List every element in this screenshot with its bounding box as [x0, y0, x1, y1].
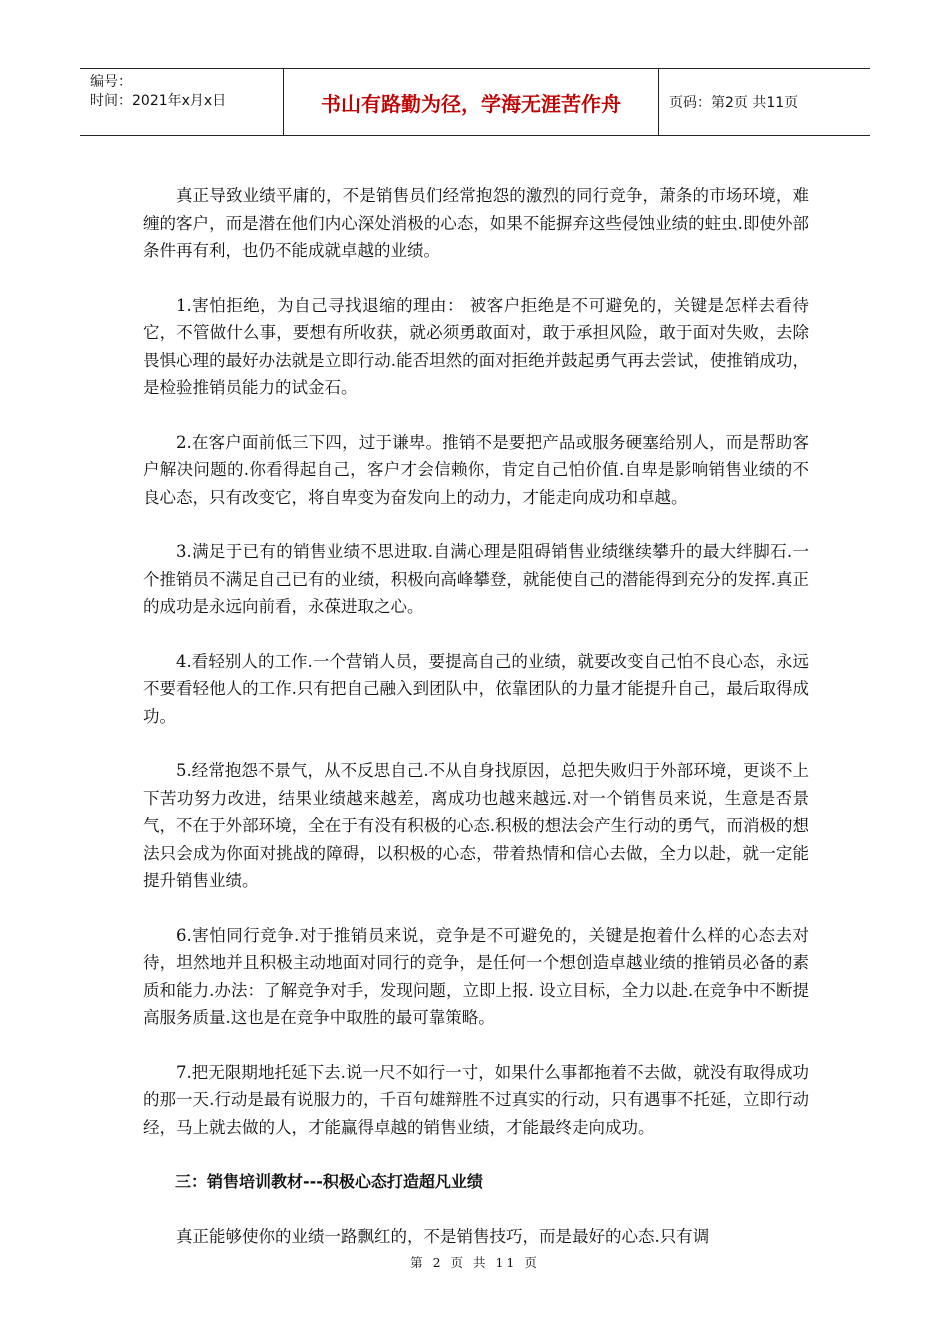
number-label: 编号： — [90, 74, 132, 90]
header-meta — [80, 69, 284, 135]
point-4-paragraph: 4.看轻别人的工作.一个营销人员，要提高自己的业绩，就要改变自己怕不良心态，永远不要看轻他人的工作.只有把自己融入到团队中，依靠团队的力量才能提升自己，最后取得成功。 — [143, 651, 809, 726]
point-2-paragraph: 2.在客户面前低三下四，过于谦卑。推销不是要把产品或服务硬塞给别人，而是帮助客户解决问题的.你看得起自己，客户才会信赖你，肯定自己怕价值.自卑是影响销售业绩的不良心态，只有改变它，将自卑变为奋发向上的动力，才能走向成功和卓越。 — [143, 432, 809, 507]
last-paragraph: 真正能够使你的业绩一路飘红的，不是销售技巧，而是最好的心态.只有调 — [176, 1226, 710, 1246]
page-footer: 第 2 页 共 11 页 — [410, 1255, 540, 1270]
point-7-paragraph: 7.把无限期地托延下去.说一尺不如行一寸，如果什么事都拖着不去做，就没有取得成功的那一天.行动是最有说服力的，千百句雄辩胜不过真实的行动，只有遇事不托延，立即行动经，马上就去做的人，才能赢得卓越的销售业绩，才能最终走向成功。 — [143, 1062, 809, 1137]
page-header — [80, 68, 870, 136]
point-5-paragraph: 5.经常抱怨不景气，从不反思自己.不从自身找原因，总把失败归于外部环境，更谈不上下苦功努力改进，结果业绩越来越差，离成功也越来越远.对一个销售员来说，生意是否景气，不在于外部环境，全在于有没有积极的心态.积极的想法会产生行动的勇气，而消极的想法只会成为你面对挑战的障碍，以积极的心态，带着热情和信心去做，全力以赴，就一定能提升销售业绩。 — [143, 761, 809, 890]
point-1-paragraph: 1.害怕拒绝，为自己寻找退缩的理由： 被客户拒绝是不可避免的，关键是怎样去看待它，不管做什么事，要想有所收获，就必须勇敢面对，敢于承担风险，敢于面对失败，去除畏惧心理的最好办法就是立即行动.能否坦然的面对拒绝并鼓起勇气再去尝试，使推销成功，是检验推销员能力的试金石。 — [143, 295, 809, 397]
time-label: 时间：2021年x月x日 — [90, 93, 227, 109]
document-body — [143, 182, 809, 1277]
section-heading: 三：销售培训教材---积极心态打造超凡业绩 — [175, 1172, 483, 1191]
intro-paragraph: 真正导致业绩平庸的，不是销售员们经常抱怨的激烈的同行竞争，萧条的市场环境，难缠的客户，而是潜在他们内心深处消极的心态，如果不能摒弃这些侵蚀业绩的蛀虫.即使外部条件再有利，也仍不能成就卓越的业绩。 — [143, 186, 809, 260]
point-6-paragraph: 6.害怕同行竞争.对于推销员来说，竞争是不可避免的，关键是抱着什么样的心态去对待，坦然地并且积极主动地面对同行的竞争，是任何一个想创造卓越业绩的推销员必备的素质和能力.办法：了解竞争对手，发现问题，立即上报. 设立目标，全力以赴.在竞争中不断提高服务质量.这也是在竞争中取胜的最可靠策略。 — [143, 925, 809, 1027]
point-3-paragraph: 3.满足于已有的销售业绩不思进取.自满心理是阻碍销售业绩继续攀升的最大绊脚石.一个推销员不满足自己已有的业绩，积极向高峰攀登，就能使自己的潜能得到充分的发挥.真正的成功是永远向前看，永葆进取之心。 — [143, 542, 809, 616]
header-page-info: 页码：第2页 共11页 — [669, 95, 799, 111]
header-motto: 书山有路勤为径，学海无涯苦作舟 — [284, 69, 659, 135]
